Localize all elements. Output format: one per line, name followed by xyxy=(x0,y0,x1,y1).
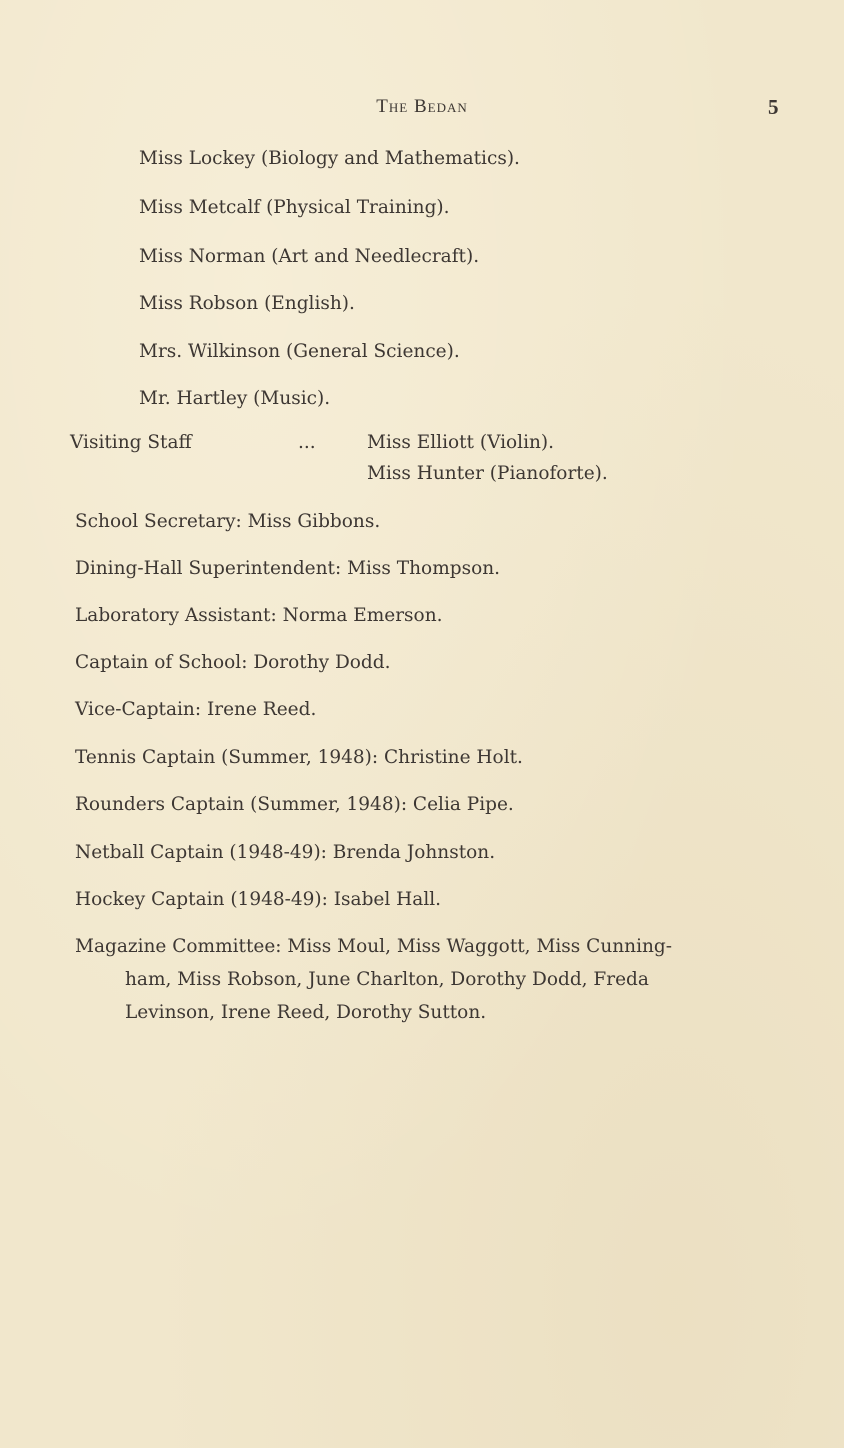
staff-line: Miss Lockey (Biology and Mathematics). xyxy=(139,148,520,169)
appointment-line: Tennis Captain (Summer, 1948): Christine Holt. xyxy=(75,747,523,768)
staff-line: Miss Robson (English). xyxy=(139,293,355,314)
appointment-line: Vice-Captain: Irene Reed. xyxy=(75,699,317,720)
page-number: 5 xyxy=(768,95,779,119)
appointment-line: Rounders Captain (Summer, 1948): Celia Pipe. xyxy=(75,794,514,815)
appointment-line: Laboratory Assistant: Norma Emerson. xyxy=(75,605,443,626)
appointment-line: Hockey Captain (1948-49): Isabel Hall. xyxy=(75,889,442,910)
appointment-line: School Secretary: Miss Gibbons. xyxy=(75,511,381,532)
staff-line: Mrs. Wilkinson (General Science). xyxy=(139,341,460,362)
staff-line: Miss Metcalf (Physical Training). xyxy=(139,197,450,218)
appointment-line: Captain of School: Dorothy Dodd. xyxy=(75,652,391,673)
staff-line: Mr. Hartley (Music). xyxy=(139,388,331,409)
magazine-committee-line: ham, Miss Robson, June Charlton, Dorothy Dodd, Freda xyxy=(125,969,649,990)
staff-line: Miss Norman (Art and Needlecraft). xyxy=(139,246,480,267)
appointment-line: Netball Captain (1948-49): Brenda Johnston. xyxy=(75,842,496,863)
appointment-line: Dining-Hall Superintendent: Miss Thompson. xyxy=(75,558,501,579)
visiting-staff-member: Miss Hunter (Pianoforte). xyxy=(367,463,608,484)
running-header-title: The Bedan xyxy=(376,96,468,117)
visiting-staff-member: Miss Elliott (Violin). xyxy=(367,432,555,453)
magazine-committee-line: Levinson, Irene Reed, Dorothy Sutton. xyxy=(125,1002,487,1023)
magazine-committee-line: Magazine Committee: Miss Moul, Miss Waggott, Miss Cunning- xyxy=(75,936,672,957)
leader-dots: ... xyxy=(298,432,316,453)
visiting-staff-label: Visiting Staff xyxy=(70,432,192,453)
